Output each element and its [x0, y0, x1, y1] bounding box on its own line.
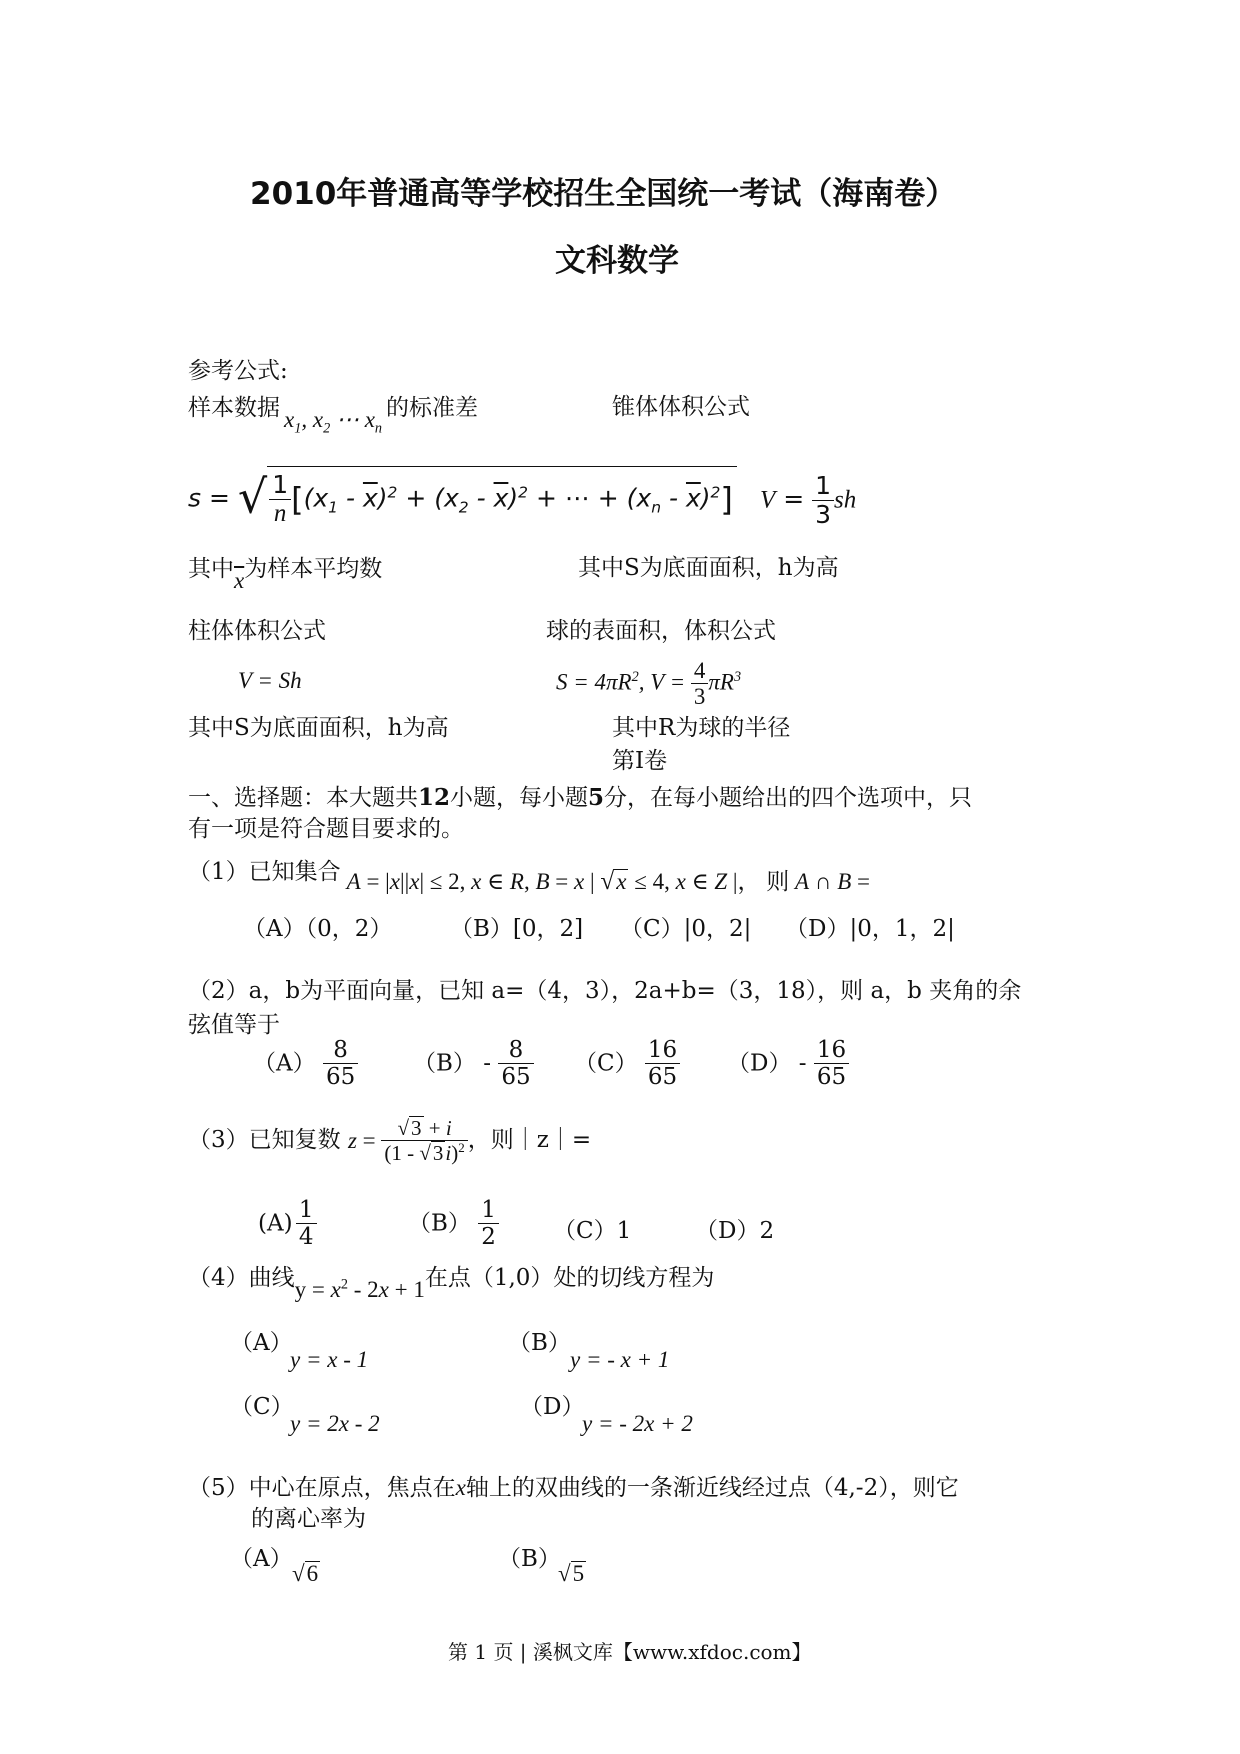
- q4-option-c-value: y = 2x - 2: [290, 1411, 380, 1436]
- question-4: （4）曲线 $y = x^2 - 2x + 1$在点（1,0）处的切线方程为: [188, 1265, 715, 1302]
- section-intro-line2: 有一项是符合题目要求的。: [188, 816, 464, 842]
- q5-option-a-label: （A）: [230, 1546, 293, 1572]
- q1-option-c: （C）|0，2|: [620, 916, 752, 942]
- q3-option-c-value: 1: [616, 1218, 632, 1244]
- question-2-line2: 弦值等于: [188, 1012, 280, 1038]
- cone-volume-label: 锥体体积公式: [612, 394, 750, 420]
- q3-option-d: （D）2: [695, 1218, 775, 1244]
- q5-option-a-value: √6: [292, 1561, 319, 1586]
- prism-note: 其中S为底面面积，h为高: [188, 715, 449, 741]
- question-5-line2: 的离心率为: [251, 1506, 366, 1532]
- question-1: （1）已知集合 A = |x||x| ≤ 2, x ∈ R, B = x | √x ≤ 4, x ∈ Z |， 则 A ∩ B =: [188, 859, 870, 895]
- q2-option-d: （D） - $\frac{16}{65}$: [727, 1038, 849, 1091]
- page-subtitle: 文科数学: [555, 243, 679, 279]
- sphere-formula: $S = 4\pi R^2$, V = $\frac{4}{3}$ $\pi R^3$: [556, 658, 742, 710]
- q4-option-d-value: y = - 2x + 2: [582, 1411, 693, 1436]
- q4-option-b-value: y = - x + 1: [570, 1347, 670, 1372]
- q5-option-b-value: √5: [558, 1561, 585, 1586]
- cone-volume-formula: V = $\frac{1}{3}$ sh: [760, 471, 857, 529]
- question-5: （5）中心在原点，焦点在x轴上的双曲线的一条渐近线经过点（4,-2），则它: [188, 1475, 959, 1501]
- sphere-formula-label: 球的表面积，体积公式: [546, 618, 776, 644]
- sphere-note: 其中R为球的半径: [612, 715, 791, 741]
- q4-option-b-label: （B）: [508, 1330, 571, 1356]
- question-2: （2）a，b为平面向量，已知 a=（4，3），2a+b=（3，18），则 a，b 夹角的余: [188, 978, 1022, 1004]
- q1-option-d: （D）|0，1，2|: [785, 916, 955, 942]
- volume-heading: 第Ⅰ卷: [612, 748, 668, 774]
- question-3: （3）已知复数 z = $\frac{√3 + i}{(1 - √3i)^2}$ ，则｜z｜=: [188, 1116, 592, 1166]
- prism-volume-label: 柱体体积公式: [188, 618, 326, 644]
- q2-option-a: （A） $\frac{8}{65}$: [253, 1038, 358, 1091]
- q1-option-a: （A）（0，2）: [243, 916, 393, 942]
- page-footer: 第 1 页 | 溪枫文库【www.xfdoc.com】: [448, 1640, 812, 1664]
- q3-option-c: （C）1: [553, 1218, 632, 1244]
- prism-volume-formula: V = Sh: [238, 668, 302, 693]
- mean-note: 其中$\overline{x}$为样本平均数: [188, 556, 383, 593]
- std-dev-formula: s = √ $\frac{1}{n}$ [$(x_1 - \overline{x})^2 + (x_2 - \overline{x})^2$ + ⋯ + $(x_n - \overline{x})^2$]: [188, 466, 737, 528]
- q4-curve: $y = x^2 - 2x + 1$: [294, 1276, 425, 1302]
- q2-option-b: （B） - $\frac{8}{65}$: [413, 1038, 534, 1091]
- page-title: 2010年普通高等学校招生全国统一考试（海南卷）: [250, 176, 957, 212]
- section-intro: 一、选择题：本大题共12小题，每小题5分，在每小题给出的四个选项中，只: [188, 784, 973, 811]
- q2-option-c: （C） $\frac{16}{65}$: [574, 1038, 680, 1091]
- q3-option-a: (A) $\frac{1}{4}$: [258, 1198, 317, 1251]
- q4-option-d-label: （D）: [520, 1394, 585, 1420]
- formula-label: 参考公式:: [188, 358, 288, 384]
- q1-option-b: （B）[0，2]: [450, 916, 584, 942]
- cone-note: 其中S为底面面积，h为高: [578, 555, 839, 581]
- q3-option-d-value: 2: [759, 1218, 775, 1244]
- q4-option-a-label: （A）: [230, 1330, 293, 1356]
- std-dev-label: 样本数据 $x_1$, $x_2$ ⋯ $x_n$的标准差: [188, 395, 479, 437]
- q4-option-c-label: （C）: [230, 1394, 294, 1420]
- q4-option-a-value: y = x - 1: [290, 1347, 369, 1372]
- q5-option-b-label: （B）: [498, 1546, 561, 1572]
- q3-option-b: （B） $\frac{1}{2}$: [408, 1198, 499, 1251]
